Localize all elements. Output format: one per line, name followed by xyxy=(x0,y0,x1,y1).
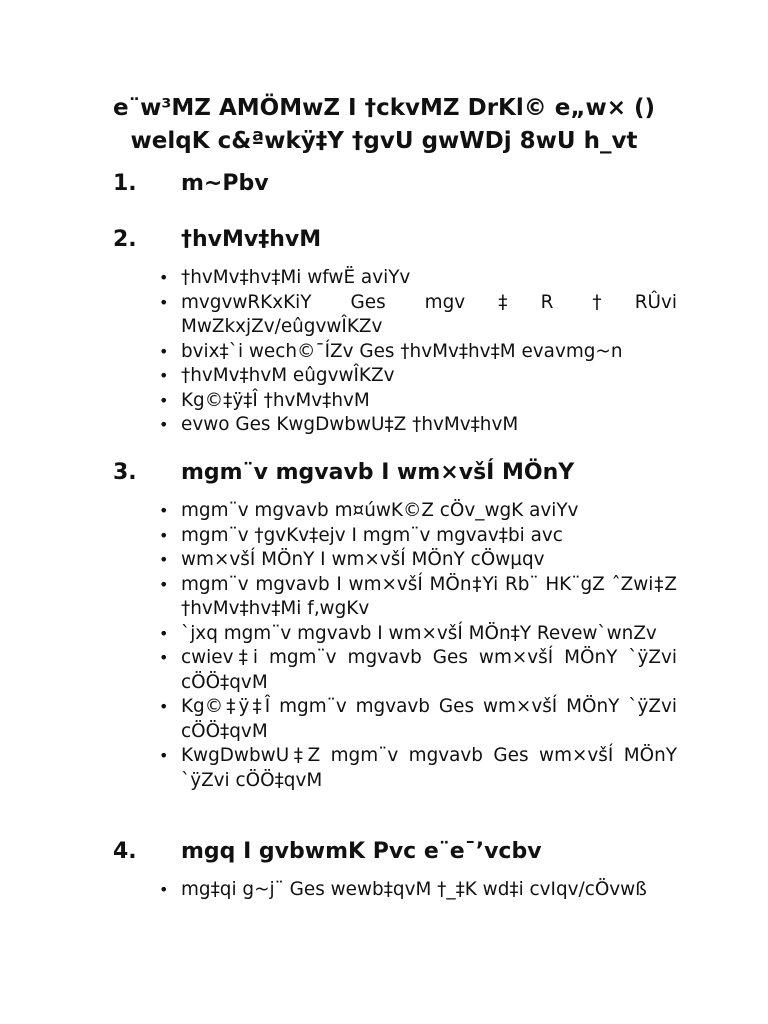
section-heading xyxy=(113,838,683,866)
list-item: • evwo Ges KwgDwbwU‡Z †hvMv‡hvM xyxy=(159,413,677,438)
bullet-icon: • xyxy=(159,268,169,287)
list-item: • mg‡qi g~j¨ Ges wewb‡qvM †_‡K wd‡i cvIqv/cÖvwß xyxy=(159,878,677,903)
list-item: • †hvMv‡hvM eûgvwÎKZv xyxy=(159,364,677,389)
list-item: • mgm¨v mgvavb I wm×všÍ MÖn‡Yi Rb¨ HK¨gZ ˆZwi‡Z †hvMv‡hv‡Mi f‚wgKv xyxy=(159,573,677,619)
section-number: 3. xyxy=(113,460,137,485)
list-item: • wm×všÍ MÖnY I wm×všÍ MÖnY cÖwµqv xyxy=(159,548,677,573)
bullet-icon: • xyxy=(159,550,169,569)
section-3 xyxy=(113,459,683,791)
list-item: • bvix‡`i wech©¯ÍZv Ges †hvMv‡hv‡M evavmg~n xyxy=(159,340,677,365)
bullet-icon: • xyxy=(159,648,169,667)
section-number: 4. xyxy=(113,839,137,864)
section-title: m~Pbv xyxy=(181,171,269,196)
bullet-icon: • xyxy=(159,880,169,899)
section-title: mgq I gvbwmK Pvc e¨e¯’vcbv xyxy=(181,839,542,864)
list-item: • cwiev‡i mgm¨v mgvavb Ges wm×všÍ MÖnY `ÿZvi cÖÖ‡qvM xyxy=(159,647,677,693)
bullet-icon: • xyxy=(159,341,169,361)
bullet-list xyxy=(159,266,677,438)
bullet-icon: • xyxy=(159,623,169,643)
section-2 xyxy=(113,226,683,435)
list-item: • mgm¨v †gvKv‡ejv I mgm¨v mgvav‡bi avc xyxy=(159,524,677,549)
section-title: †hvMv‡hvM xyxy=(181,227,322,252)
bullet-icon: • xyxy=(159,746,169,765)
section-heading xyxy=(113,170,683,198)
list-item: • mvgvwRKxKiY Ges mgv‡R †RÛvi MwZkxjZv/eûgvwÎKZv xyxy=(159,291,677,337)
section-number: 1. xyxy=(113,171,137,196)
section-1 xyxy=(113,170,683,198)
bullet-icon: • xyxy=(159,501,169,520)
section-number: 2. xyxy=(113,227,137,252)
list-item: • `jxq mgm¨v mgvavb I wm×všÍ MÖn‡Y Revew`wnZv xyxy=(159,622,677,647)
section-heading xyxy=(113,459,683,487)
list-item: • Kg©‡ÿ‡Î mgm¨v mgvavb Ges wm×všÍ MÖnY `ÿZvi cÖÖ‡qvM xyxy=(159,696,677,742)
bullet-list xyxy=(159,878,677,903)
section-heading xyxy=(113,226,683,254)
list-item: • KwgDwbwU‡Z mgm¨v mgvavb Ges wm×všÍ MÖnY `ÿZvi cÖÖ‡qvM xyxy=(159,745,677,791)
list-item: • mgm¨v mgvavb m¤úwK©Z cÖv_wgK aviYv xyxy=(159,499,677,524)
bullet-icon: • xyxy=(159,292,169,312)
bullet-icon: • xyxy=(159,697,169,716)
list-item: • Kg©‡ÿ‡Î †hvMv‡hvM xyxy=(159,389,677,414)
bullet-list xyxy=(159,499,677,793)
list-item: • †hvMv‡hv‡Mi wfwË aviYv xyxy=(159,266,677,291)
bullet-icon: • xyxy=(159,574,169,594)
section-title: mgm¨v mgvavb I wm×všÍ MÖnY xyxy=(181,460,575,485)
bullet-icon: • xyxy=(159,415,169,434)
bullet-icon: • xyxy=(159,525,169,545)
section-4 xyxy=(113,838,683,900)
bullet-icon: • xyxy=(159,366,169,385)
document-title: e¨w³MZ AMÖMwZ I †ckvMZ DrKl© e„w× () welqK c&ªwkÿ‡Y †gvU gwWDj 8wU h_vt xyxy=(112,95,656,154)
bullet-icon: • xyxy=(159,390,169,410)
